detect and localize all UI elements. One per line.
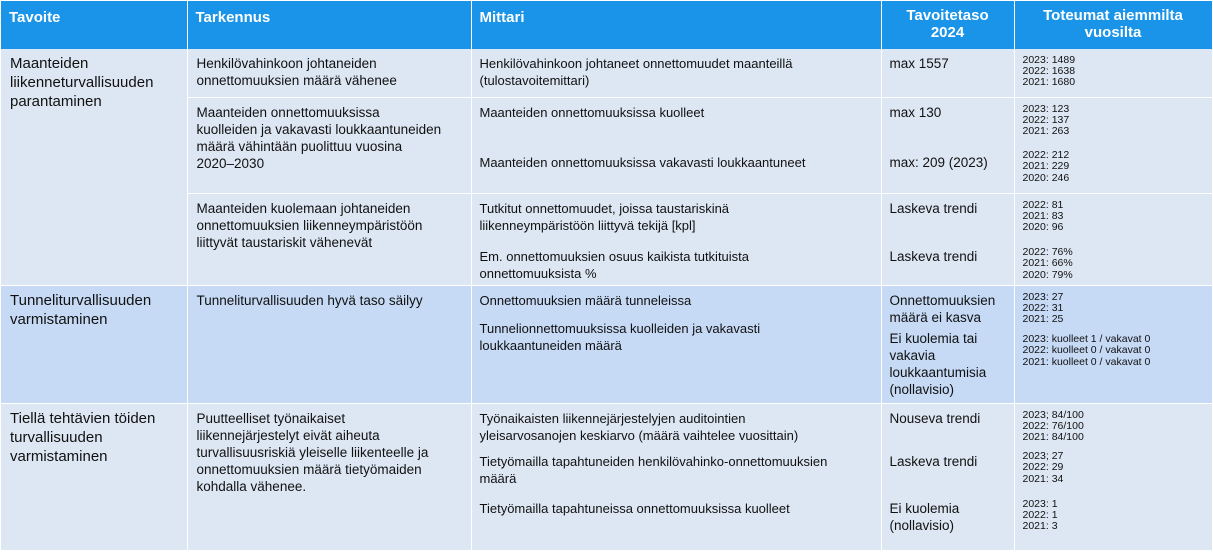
metric-cell <box>471 49 881 97</box>
target-cell <box>881 97 1014 193</box>
metric-text: Tunnelionnettomuuksissa kuolleiden ja vakavasti loukkaantuneiden määrä <box>479 320 761 353</box>
header-target: Tavoitetaso 2024 <box>881 1 1014 49</box>
spec-text: Maanteiden kuolemaan johtaneiden onnettomuuksien liikenneympäristöön liittyvät taustariskit vähenevät <box>196 200 423 250</box>
metric-text: Onnettomuuksien määrä tunneleissa <box>479 292 692 308</box>
goal-text: Maanteiden liikenneturvallisuuden parantaminen <box>10 55 154 110</box>
target-text: Nouseva trendi <box>889 410 981 426</box>
target-text: Ei kuolemia tai vakavia loukkaantumisia (nollavisio) <box>889 330 987 397</box>
spec-cell <box>187 97 471 193</box>
actual-text: 2022: 76% 2021: 66% 2020: 79% <box>1022 246 1073 281</box>
actual-text: 2023: 123 2022: 137 2021: 263 <box>1022 102 1070 137</box>
actual-text: 2023: kuolleet 1 / vakavat 0 2022: kuolleet 0 / vakavat 0 2021: kuolleet 0 / vakavat 0 <box>1022 333 1151 368</box>
actual-text: 2023: 27 2022: 31 2021: 25 <box>1022 290 1064 325</box>
actual-cell <box>1014 403 1212 550</box>
header-spec: Tarkennus <box>187 1 471 49</box>
spec-cell <box>187 403 471 550</box>
metric-cell <box>471 403 881 550</box>
actual-text: 2022: 212 2021: 229 2020: 246 <box>1022 149 1070 184</box>
header-row <box>1 1 1212 49</box>
spec-text: Maanteiden onnettomuuksissa kuolleiden ja vakavasti loukkaantuneiden määrä vähintään puolittuu vuosina 2020–2030 <box>196 104 442 171</box>
target-cell <box>881 49 1014 97</box>
target-text: Laskeva trendi <box>889 248 978 264</box>
target-text: max 1557 <box>889 56 949 71</box>
actual-text: 2023: 1489 2022: 1638 2021: 1680 <box>1022 54 1076 89</box>
target-text: Onnettomuuksien määrä ei kasva <box>889 292 996 325</box>
spec-cell <box>187 193 471 285</box>
header-goal: Tavoite <box>1 1 187 49</box>
spec-cell <box>187 49 471 97</box>
target-cell <box>881 403 1014 550</box>
actual-cell <box>1014 285 1212 403</box>
goal-cell <box>1 403 187 550</box>
header-metric: Mittari <box>471 1 881 49</box>
spec-text: Puutteelliset työnaikaiset liikennejärjestelyt eivät aiheuta turvallisuusriskiä yleiselle liikenteelle ja onnettomuuksien määrä tietyömaiden kohdalla vähenee. <box>196 410 429 494</box>
metric-cell <box>471 193 881 285</box>
goal-cell <box>1 285 187 403</box>
actual-text: 2023; 27 2022: 29 2021: 34 <box>1022 450 1064 485</box>
metric-cell <box>471 97 881 193</box>
goal-text: Tiellä tehtävien töiden turvallisuuden varmistaminen <box>10 409 156 465</box>
metric-text: Maanteiden onnettomuuksissa kuolleet <box>479 104 705 120</box>
actual-cell <box>1014 193 1212 285</box>
target-cell <box>881 285 1014 403</box>
metric-text: Em. onnettomuuksien osuus kaikista tutkituista onnettomuuksista % <box>479 248 750 281</box>
actual-text: 2023; 84/100 2022: 76/100 2021: 84/100 <box>1022 408 1084 443</box>
actual-text: 2023: 1 2022: 1 2021: 3 <box>1022 497 1058 533</box>
actual-cell <box>1014 49 1212 97</box>
metric-text: Tutkitut onnettomuudet, joissa taustariskinä liikenneympäristöön liittyvä tekijä [kpl] <box>479 200 730 233</box>
goals-table <box>1 1 1213 551</box>
target-cell <box>881 193 1014 285</box>
target-text: Laskeva trendi <box>889 200 978 216</box>
table-row <box>1 49 1212 97</box>
metric-text: Tietyömailla tapahtuneissa onnettomuuksissa kuolleet <box>479 500 790 516</box>
target-text: Laskeva trendi <box>889 453 978 469</box>
table-row <box>1 403 1212 550</box>
goal-text: Tunneliturvallisuuden varmistaminen <box>10 291 152 328</box>
target-text: max: 209 (2023) <box>889 154 988 170</box>
spec-text: Henkilövahinkoon johtaneiden onnettomuuksien määrä vähenee <box>196 56 397 88</box>
target-text: max 130 <box>889 104 942 120</box>
spec-cell <box>187 285 471 403</box>
table-row <box>1 285 1212 403</box>
metric-text: Tietyömailla tapahtuneiden henkilövahinko-onnettomuuksien määrä <box>479 453 828 486</box>
metric-text: Työnaikaisten liikennejärjestelyjen auditointien yleisarvosanojen keskiarvo (määrä vaihtelee vuosittain) <box>479 410 799 443</box>
target-text: Ei kuolemia (nollavisio) <box>889 500 960 533</box>
actual-cell <box>1014 97 1212 193</box>
metric-cell <box>471 285 881 403</box>
actual-text: 2022: 81 2021: 83 2020: 96 <box>1022 198 1064 233</box>
metric-text: Henkilövahinkoon johtaneet onnettomuudet maanteillä (tulostavoitemittari) <box>479 56 793 88</box>
spec-text: Tunneliturvallisuuden hyvä taso säilyy <box>196 292 423 308</box>
metric-text: Maanteiden onnettomuuksissa vakavasti loukkaantuneet <box>479 154 806 170</box>
header-actual: Toteumat aiemmilta vuosilta <box>1014 1 1212 49</box>
goal-cell <box>1 49 187 285</box>
